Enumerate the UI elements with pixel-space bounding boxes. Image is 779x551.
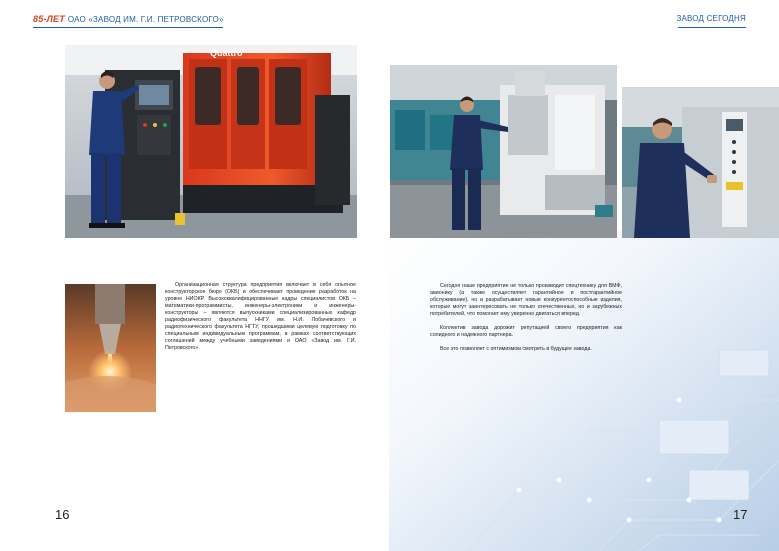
control-panel-photo xyxy=(622,87,779,238)
laser-machine-photo xyxy=(65,45,357,238)
cnc-machine-photo xyxy=(390,65,617,238)
left-page xyxy=(0,0,389,551)
right-page xyxy=(389,0,779,551)
company-name: ОАО «ЗАВОД ИМ. Г.И. ПЕТРОВСКОГО» xyxy=(67,15,224,24)
right-paragraph-3: Все это позволяет с оптимизмом смотреть в будущее завода. xyxy=(440,346,592,352)
right-header: ЗАВОД СЕГОДНЯ xyxy=(676,14,746,23)
left-paragraph: Организационная структура предприятия включает в себя опытное конструкторское бюро (ОКБ) и обеспечивает проведение разработок на уровне НИОКР. Высококвалифицированные кадры специалистов ОКБ – математики-программисты, инженеры-электроники и инженеры-конструкторы – являются выпускниками специализированных кафедр радиофизического факультета ННГУ им. Н.И. Лобачевского и радиотехнического факультета НГТУ, прошедшими целевую подготовку по специальным индивидуальным программам, в рамках соответствующих соглашений между учебными заведениями и ОАО «Завод им. Г.И. Петровского». xyxy=(165,282,356,351)
left-page-number: 16 xyxy=(55,507,70,522)
right-page-number: 17 xyxy=(733,507,748,522)
right-paragraph-1: Сегодня наше предприятие не только производит спецтехнику для ВМФ, авионику (а также осуществляет гарантийное и постгарантийное обслуживание), но и разрабатывает новые конкурентоспособные изделия, которые могут заинтересовать не только отечественных, но и зарубежных потребителей, что помогает ему уверенно двигаться вперед. xyxy=(430,283,622,317)
machine-brand-label: Quattro xyxy=(210,48,243,58)
laser-cutting-closeup-photo xyxy=(65,284,156,412)
anniversary-label: 85-ЛЕТ xyxy=(33,14,65,24)
left-header-rule xyxy=(33,27,223,28)
right-header-rule xyxy=(678,27,746,28)
right-body-text xyxy=(430,283,622,360)
left-header xyxy=(33,14,224,24)
left-body-text xyxy=(165,282,356,359)
circuit-board-background xyxy=(389,230,779,551)
right-paragraph-2: Коллектив завода дорожит репутацией своего предприятия как солидного и надежного партнера. xyxy=(430,325,622,338)
